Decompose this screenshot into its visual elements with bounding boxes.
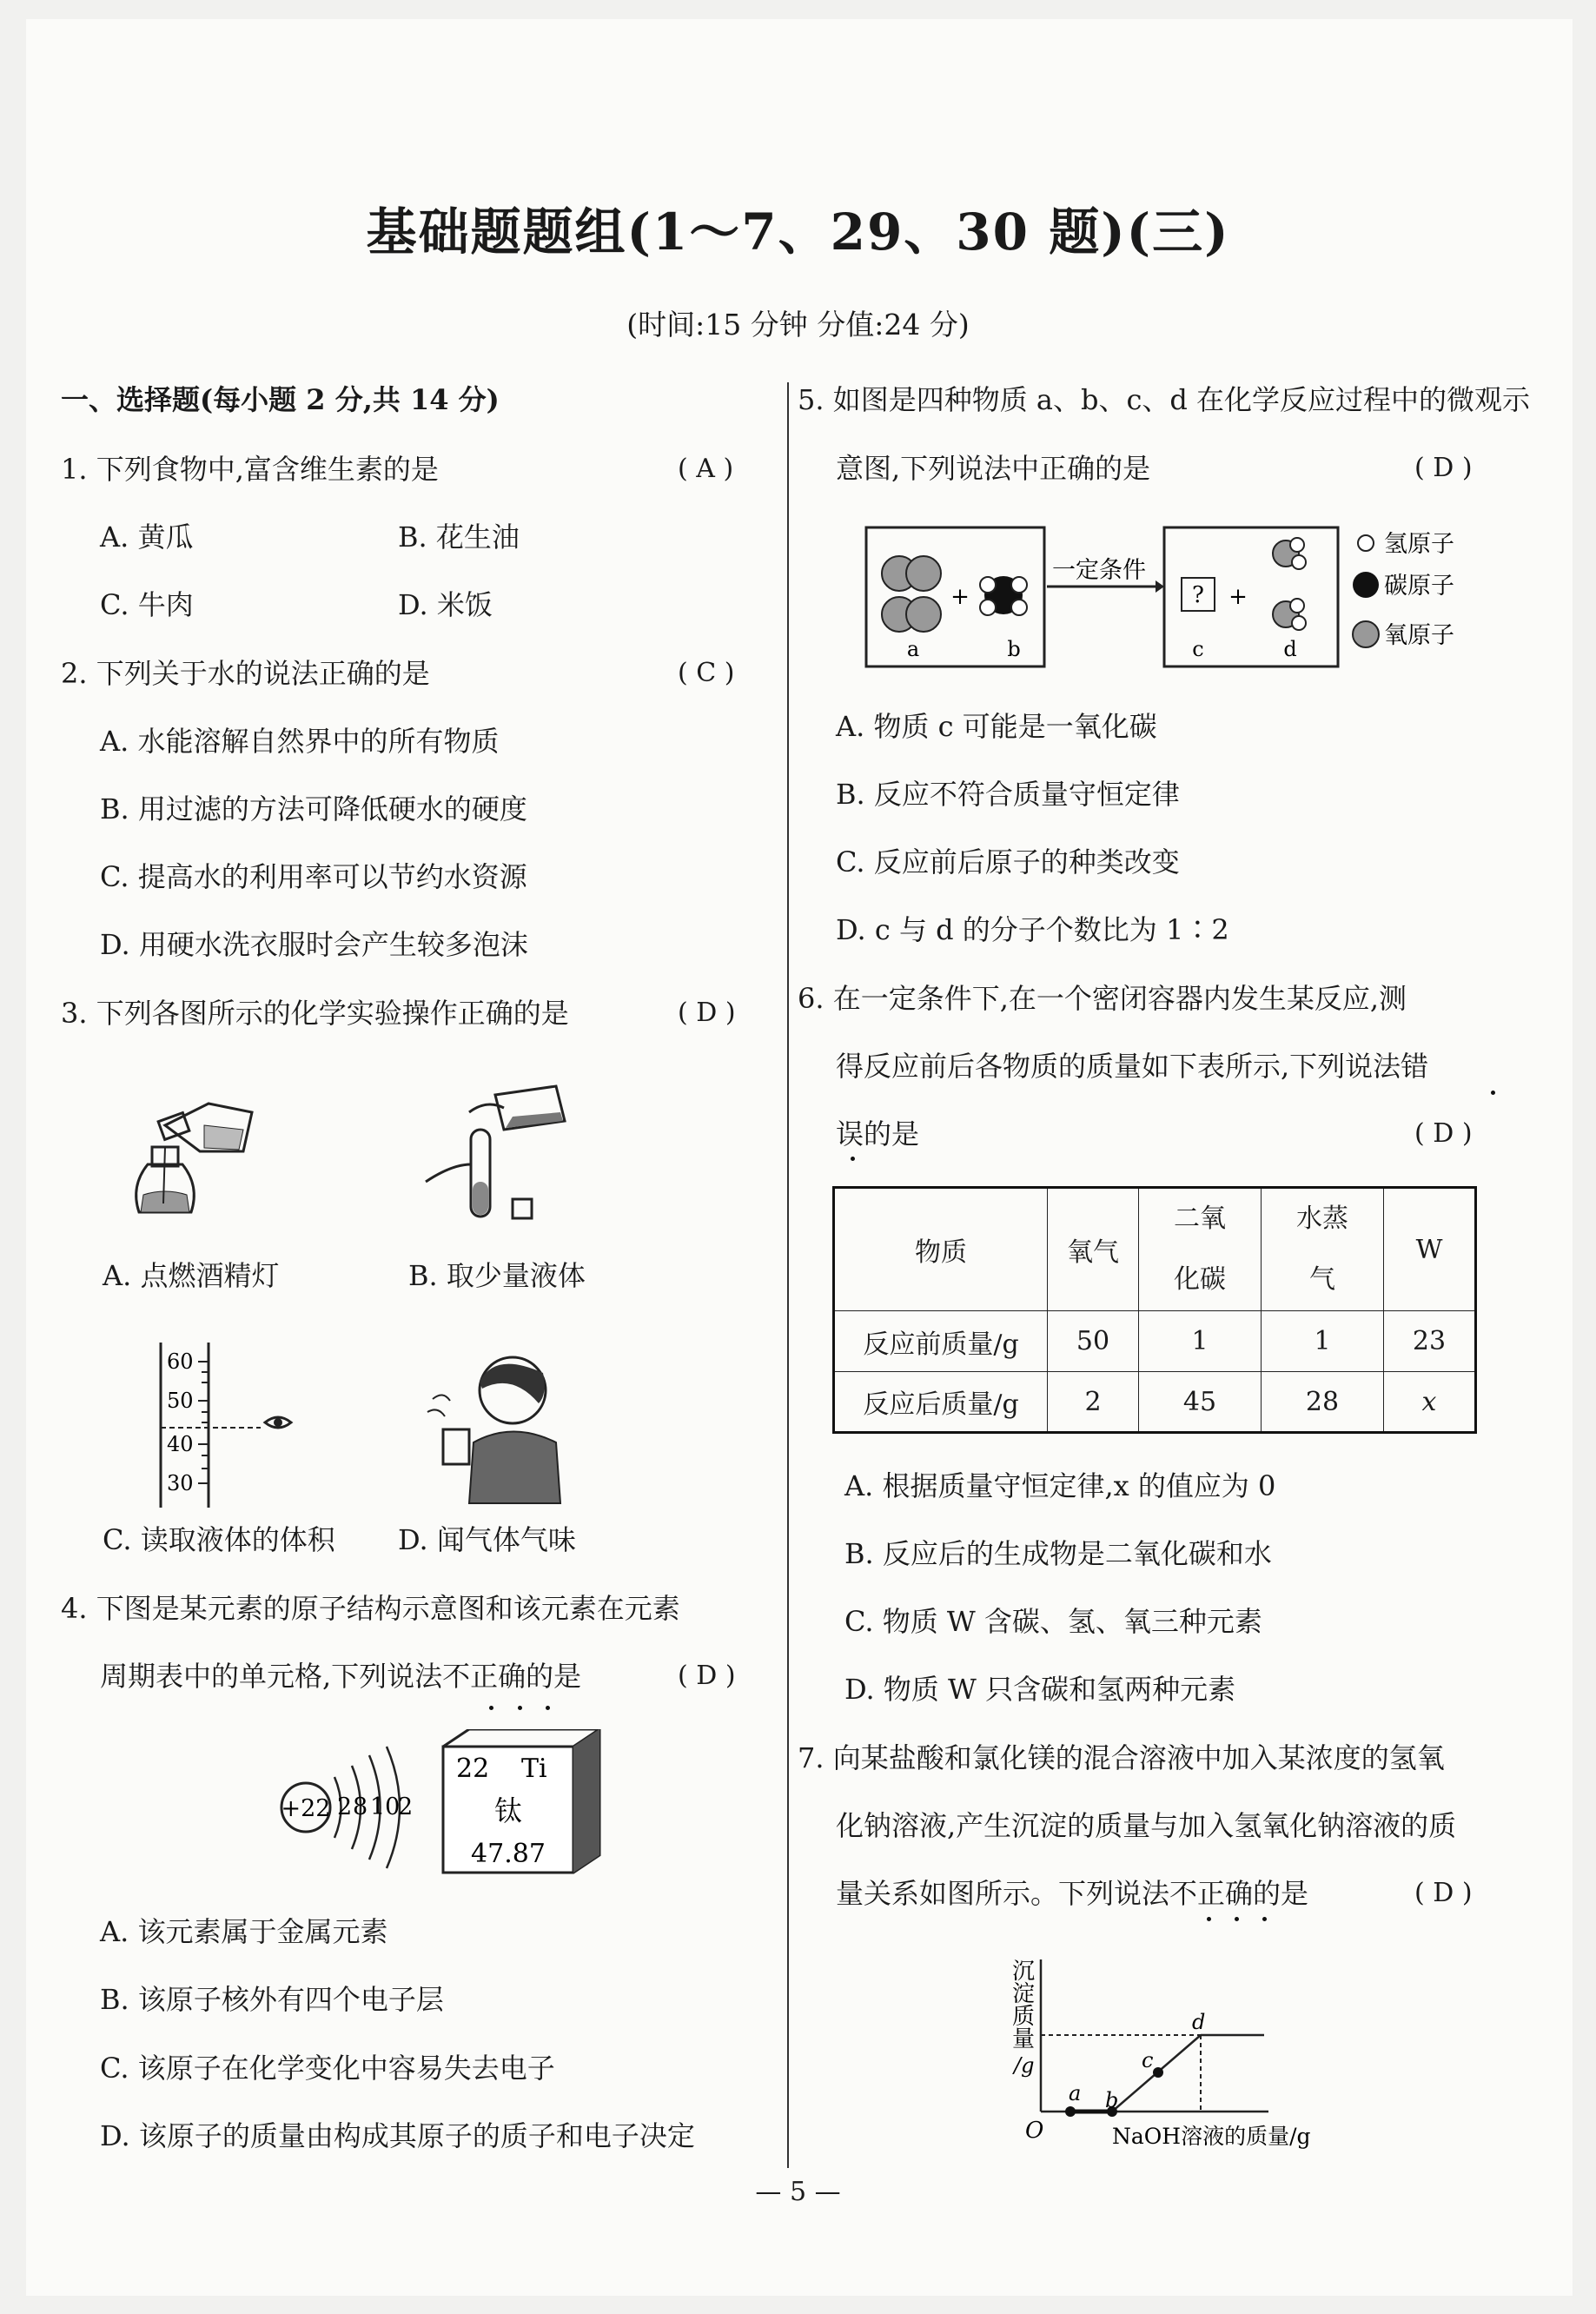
q5-option-d: D. c 与 d 的分子个数比为 1∶2 — [836, 913, 1229, 946]
q7-stem-line3: 量关系如图所示。下列说法不正确的是 — [836, 1877, 1309, 1910]
ylabel-unit: /g — [1014, 2053, 1035, 2078]
reaction-micro-diagram — [864, 517, 1507, 669]
element-mass: 47.87 — [471, 1839, 546, 1869]
q6-answer: ( D ) — [1414, 1118, 1473, 1149]
q2-option-d: D. 用硬水洗衣服时会产生较多泡沫 — [100, 928, 528, 961]
q2-answer: ( C ) — [678, 658, 735, 688]
q2-option-a: A. 水能溶解自然界中的所有物质 — [100, 725, 500, 758]
q5-stem-line2: 意图,下列说法中正确的是 — [836, 452, 1151, 485]
point-a: a — [1069, 2081, 1082, 2105]
shell-1: 2 — [337, 1794, 353, 1820]
shell-4: 2 — [398, 1794, 414, 1820]
q5-option-c: C. 反应前后原子的种类改变 — [836, 845, 1180, 879]
q7-stem-line2: 化钠溶液,产生沉淀的质量与加入氢氧化钠溶液的质 — [836, 1809, 1457, 1842]
q5-option-a: A. 物质 c 可能是一氧化碳 — [836, 710, 1157, 743]
q6-option-d: D. 物质 W 只含碳和氢两种元素 — [844, 1673, 1236, 1706]
q6-option-a: A. 根据质量守恒定律,x 的值应为 0 — [844, 1469, 1276, 1502]
precipitate-mass-graph — [999, 1951, 1364, 2164]
label-a: a — [906, 637, 920, 661]
cell: 1 — [1262, 1311, 1384, 1372]
nucleus-charge: +22 — [281, 1795, 331, 1822]
alcohol-lamp-figure — [113, 1091, 287, 1238]
q2-stem: 2. 下列关于水的说法正确的是 — [61, 657, 430, 690]
point-c: c — [1142, 2048, 1154, 2072]
element-number: 22 — [456, 1754, 490, 1784]
page-subtitle: (时间:15 分钟 分值:24 分) — [626, 308, 970, 341]
point-d: d — [1192, 2010, 1206, 2034]
ylabel-3: 质 — [1012, 2004, 1036, 2030]
q3-option-a: A. 点燃酒精灯 — [103, 1259, 280, 1292]
q3-answer: ( D ) — [678, 998, 736, 1028]
q6-option-b: B. 反应后的生成物是二氧化碳和水 — [844, 1537, 1272, 1570]
reaction-condition: 一定条件 — [1052, 557, 1146, 584]
page-title: 基础题题组(1～7、29、30 题)(三) — [366, 202, 1230, 262]
q5-stem-line1: 5. 如图是四种物质 a、b、c、d 在化学反应过程中的微观示 — [798, 383, 1531, 416]
row-before-label: 反应前质量/g — [834, 1311, 1048, 1372]
cell: 23 — [1384, 1311, 1476, 1372]
emphasis-dot — [1262, 1917, 1267, 1921]
label-d: d — [1283, 637, 1297, 661]
ylabel-4: 量 — [1012, 2026, 1036, 2052]
column-divider — [787, 382, 789, 2168]
page-number: — 5 — — [755, 2177, 841, 2207]
emphasis-dot — [1235, 1917, 1239, 1921]
label-c: c — [1192, 637, 1204, 661]
origin-label: O — [1025, 2118, 1044, 2144]
q7-stem-line1: 7. 向某盐酸和氯化镁的混合溶液中加入某浓度的氢氧 — [798, 1741, 1445, 1774]
row-after-label: 反应后质量/g — [834, 1372, 1048, 1433]
legend-hydrogen: 氢原子 — [1384, 531, 1454, 558]
q7-answer: ( D ) — [1414, 1878, 1473, 1908]
q6-option-c: C. 物质 W 含碳、氢、氧三种元素 — [844, 1605, 1262, 1638]
q6-stem-line1: 6. 在一定条件下,在一个密闭容器内发生某反应,测 — [798, 982, 1407, 1015]
q3-stem: 3. 下列各图所示的化学实验操作正确的是 — [61, 997, 569, 1030]
legend-carbon: 碳原子 — [1384, 573, 1454, 600]
ylabel-2: 淀 — [1012, 1981, 1036, 2007]
q4-option-d: D. 该原子的质量由构成其原子的质子和电子决定 — [100, 2119, 695, 2152]
xlabel: NaOH溶液的质量/g — [1112, 2124, 1311, 2149]
atom-structure-figure — [269, 1729, 617, 1886]
tick-30: 30 — [167, 1471, 194, 1495]
section-heading: 一、选择题(每小题 2 分,共 14 分) — [61, 383, 500, 416]
q4-stem-line2: 周期表中的单元格,下列说法不正确的是 — [100, 1660, 582, 1693]
shell-2: 8 — [353, 1794, 368, 1820]
q6-stem-line2: 得反应前后各物质的质量如下表所示,下列说法错 — [836, 1050, 1429, 1083]
unknown-c: ? — [1192, 582, 1204, 608]
point-b: b — [1105, 2088, 1119, 2112]
q3-option-c: C. 读取液体的体积 — [103, 1523, 335, 1556]
q1-stem: 1. 下列食物中,富含维生素的是 — [61, 453, 439, 486]
q4-answer: ( D ) — [678, 1661, 736, 1691]
svg-text:+: + — [950, 584, 970, 610]
q1-option-a: A. 黄瓜 — [100, 520, 194, 554]
cell: 50 — [1048, 1311, 1139, 1372]
cell: 1 — [1139, 1311, 1262, 1372]
cell: 28 — [1262, 1372, 1384, 1433]
q3-option-d: D. 闻气体气味 — [398, 1523, 576, 1556]
graduated-cylinder-figure — [148, 1343, 321, 1516]
q5-option-b: B. 反应不符合质量守恒定律 — [836, 778, 1180, 811]
q4-stem-line1: 4. 下图是某元素的原子结构示意图和该元素在元素 — [61, 1592, 680, 1625]
svg-text:+: + — [1228, 584, 1248, 610]
q1-option-c: C. 牛肉 — [100, 588, 194, 621]
header-oxygen: 氧气 — [1048, 1188, 1139, 1311]
label-b: b — [1007, 637, 1021, 661]
element-name: 钛 — [493, 1794, 523, 1827]
header-water-vapor: 水蒸 气 — [1262, 1188, 1384, 1311]
header-w: W — [1384, 1188, 1476, 1311]
header-substance: 物质 — [834, 1188, 1048, 1311]
q2-option-b: B. 用过滤的方法可降低硬水的硬度 — [100, 792, 527, 825]
cell-x: x — [1384, 1372, 1476, 1433]
q1-option-d: D. 米饭 — [398, 588, 493, 621]
tick-40: 40 — [167, 1432, 194, 1456]
emphasis-dot — [1207, 1917, 1211, 1921]
emphasis-dot — [546, 1706, 550, 1710]
q6-stem-line3: 误的是 — [836, 1117, 920, 1150]
emphasis-dot — [851, 1157, 855, 1161]
tick-50: 50 — [167, 1389, 194, 1413]
shell-3: 10 — [370, 1794, 401, 1820]
smell-gas-figure — [417, 1347, 573, 1508]
dropper-test-tube-figure — [417, 1077, 591, 1251]
q1-option-b: B. 花生油 — [398, 520, 520, 554]
ylabel-1: 沉 — [1012, 1959, 1036, 1985]
q2-option-c: C. 提高水的利用率可以节约水资源 — [100, 860, 527, 893]
tick-60: 60 — [167, 1349, 194, 1374]
q1-answer: ( A ) — [678, 454, 734, 484]
cell: 45 — [1139, 1372, 1262, 1433]
emphasis-dot — [1491, 1091, 1495, 1095]
q4-option-a: A. 该元素属于金属元素 — [100, 1915, 388, 1948]
element-symbol: Ti — [521, 1754, 547, 1784]
q3-option-b: B. 取少量液体 — [408, 1259, 586, 1292]
header-co2: 二氧 化碳 — [1139, 1188, 1262, 1311]
emphasis-dot — [518, 1706, 522, 1710]
q5-answer: ( D ) — [1414, 453, 1473, 483]
q4-option-b: B. 该原子核外有四个电子层 — [100, 1983, 444, 2016]
q4-option-c: C. 该原子在化学变化中容易失去电子 — [100, 2052, 555, 2085]
mass-data-table — [832, 1186, 1477, 1434]
cell: 2 — [1048, 1372, 1139, 1433]
legend-oxygen: 氧原子 — [1384, 622, 1454, 649]
emphasis-dot — [489, 1706, 493, 1710]
